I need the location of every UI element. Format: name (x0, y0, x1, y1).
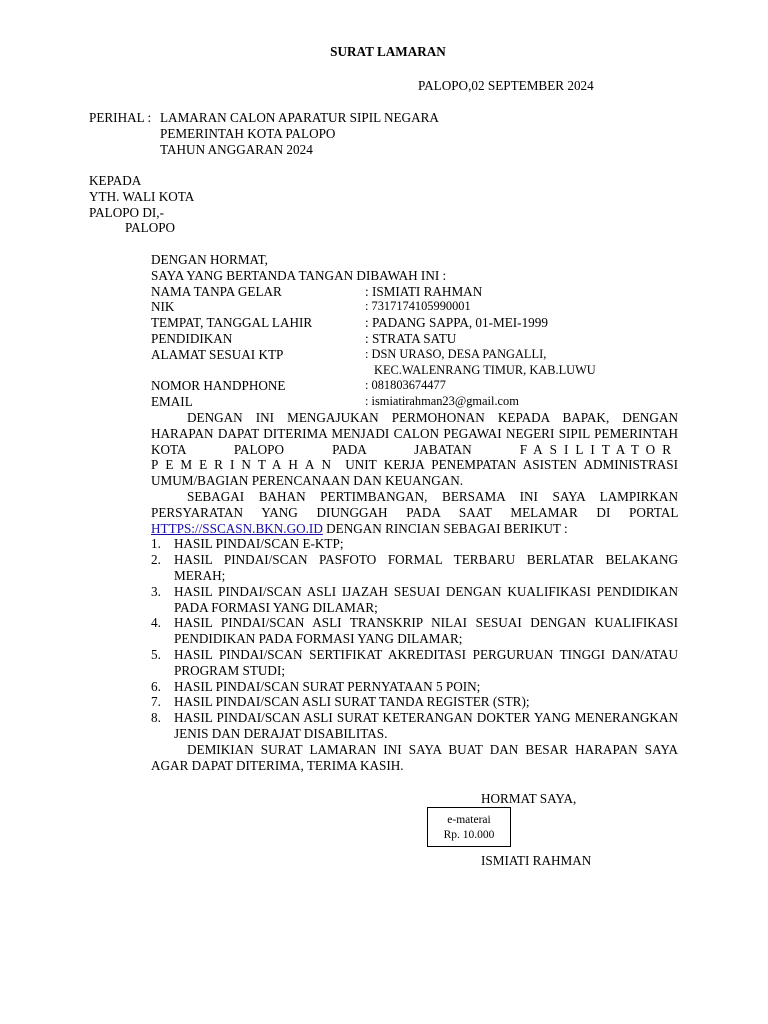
letter-body (151, 252, 678, 773)
signature-salutation: HORMAT SAYA, (481, 791, 577, 806)
list-item (151, 536, 678, 552)
list-item (151, 694, 678, 710)
field-label: ALAMAT SESUAI KTP (151, 346, 284, 362)
list-number: 5. (151, 646, 161, 662)
field-value: : STRATA SATU (365, 330, 457, 346)
list-item (151, 710, 678, 742)
perihal-label: PERIHAL : (89, 110, 152, 125)
perihal-subject (160, 110, 439, 157)
paragraph-text: DEMIKIAN SURAT LAMARAN INI SAYA BUAT DAN BESAR HARAPAN SAYA AGAR DAPAT DITERIMA, TERIMA KASIH. (151, 741, 678, 773)
field-value: : ISMIATI RAHMAN (365, 283, 483, 299)
list-item (151, 647, 678, 679)
field-value: : 081803674477 (365, 378, 446, 393)
attachment-list (151, 536, 678, 741)
field-value: : 7317174105990001 (365, 299, 471, 314)
list-text: HASIL PINDAI/SCAN ASLI IJAZAH SESUAI DENGAN KUALIFIKASI PENDIDIKAN PADA FORMASI YANG DILAMAR; (174, 583, 678, 615)
list-text: HASIL PINDAI/SCAN PASFOTO FORMAL TERBARU BERLATAR BELAKANG MERAH; (174, 552, 678, 583)
list-item (151, 584, 678, 616)
field-label: EMAIL (151, 394, 193, 410)
field-row (151, 378, 678, 394)
portal-link[interactable]: HTTPS://SSCASN.BKN.GO.ID (151, 520, 323, 536)
list-number: 2. (151, 552, 161, 568)
list-text: HASIL PINDAI/SCAN ASLI SURAT KETERANGAN DOKTER YANG MENERANGKAN JENIS DAN DERAJAT DISABILITAS. (174, 710, 678, 741)
perihal-line: PEMERINTAH KOTA PALOPO (160, 125, 336, 141)
recipient-city: PALOPO (125, 220, 176, 236)
field-value: KEC.WALENRANG TIMUR, KAB.LUWU (374, 362, 596, 377)
paragraph-wide-text: PEMERINTAHAN (151, 457, 338, 473)
field-row (151, 394, 678, 410)
field-row-continued (151, 363, 678, 379)
list-number: 6. (151, 678, 161, 694)
field-label: PENDIDIKAN (151, 330, 233, 346)
application-paragraph (151, 410, 678, 489)
field-label-empty (151, 363, 365, 379)
place-date: PALOPO,02 SEPTEMBER 2024 (418, 78, 594, 93)
recipient-block (89, 173, 194, 236)
list-number: 8. (151, 710, 161, 726)
list-item (151, 552, 678, 584)
field-row (151, 347, 678, 363)
signer-name: ISMIATI RAHMAN (481, 853, 592, 868)
list-text: HASIL PINDAI/SCAN E-KTP; (174, 536, 344, 552)
list-text: HASIL PINDAI/SCAN SERTIFIKAT AKREDITASI PERGURUAN TINGGI DAN/ATAU PROGRAM STUDI; (174, 646, 678, 678)
letter-title: SURAT LAMARAN (330, 44, 446, 59)
paragraph-wide-text: FASILITATOR (519, 441, 678, 457)
field-value: : ismiatirahman23@gmail.com (365, 394, 519, 409)
field-row (151, 284, 678, 300)
field-row (151, 331, 678, 347)
field-label: NIK (151, 299, 175, 315)
list-item (151, 679, 678, 695)
recipient-line: PALOPO DI,- (89, 204, 164, 220)
field-row (151, 315, 678, 331)
attachment-paragraph (151, 489, 678, 536)
paragraph-text: UNIT KERJA PENEMPATAN ASISTEN ADMINISTRASI UMUM/BAGIAN PERENCANAAN DAN KEUANGAN. (151, 457, 678, 489)
e-materai-box (427, 807, 511, 847)
perihal-line: TAHUN ANGGARAN 2024 (160, 141, 313, 157)
perihal-line: LAMARAN CALON APARATUR SIPIL NEGARA (160, 110, 439, 125)
list-text: HASIL PINDAI/SCAN ASLI SURAT TANDA REGISTER (STR); (174, 694, 530, 710)
list-item (151, 615, 678, 647)
paragraph-text: DENGAN RINCIAN SEBAGAI BERIKUT : (326, 520, 568, 536)
greeting: DENGAN HORMAT, (151, 252, 268, 267)
list-text: HASIL PINDAI/SCAN SURAT PERNYATAAN 5 POIN; (174, 678, 481, 694)
field-label: NAMA TANPA GELAR (151, 283, 282, 299)
closing-paragraph (151, 742, 678, 774)
list-text: HASIL PINDAI/SCAN ASLI TRANSKRIP NILAI SESUAI DENGAN KUALIFIKASI PENDIDIKAN PADA FORMASI YANG DILAMAR; (174, 615, 678, 647)
field-value: : PADANG SAPPA, 01-MEI-1999 (365, 315, 548, 331)
field-label: TEMPAT, TANGGAL LAHIR (151, 315, 313, 331)
materai-value: Rp. 10.000 (443, 829, 495, 841)
recipient-line: YTH. WALI KOTA (89, 188, 195, 204)
paragraph-text: SEBAGAI BAHAN PERTIMBANGAN, BERSAMA INI SAYA LAMPIRKAN PERSYARATAN YANG DIUNGGAH PADA SAAT MELAMAR DI PORTAL (151, 488, 678, 520)
paragraph-text: DENGAN INI MENGAJUKAN PERMOHONAN KEPADA BAPAK, DENGAN HARAPAN DAPAT DITERIMA MENJADI CALON PEGAWAI NEGERI SIPIL PEMERINTAH KOTA PALOPO PADA JABATAN (151, 409, 678, 457)
materai-label: e-materai (447, 814, 491, 826)
field-label: NOMOR HANDPHONE (151, 378, 286, 394)
applicant-fields (151, 284, 678, 410)
list-number: 7. (151, 694, 161, 710)
list-number: 1. (151, 536, 161, 552)
recipient-line: KEPADA (89, 173, 142, 188)
list-number: 4. (151, 615, 161, 631)
field-row (151, 299, 678, 315)
intro-line: SAYA YANG BERTANDA TANGAN DIBAWAH INI : (151, 267, 447, 283)
list-number: 3. (151, 583, 161, 599)
field-value: : DSN URASO, DESA PANGALLI, (365, 346, 547, 361)
